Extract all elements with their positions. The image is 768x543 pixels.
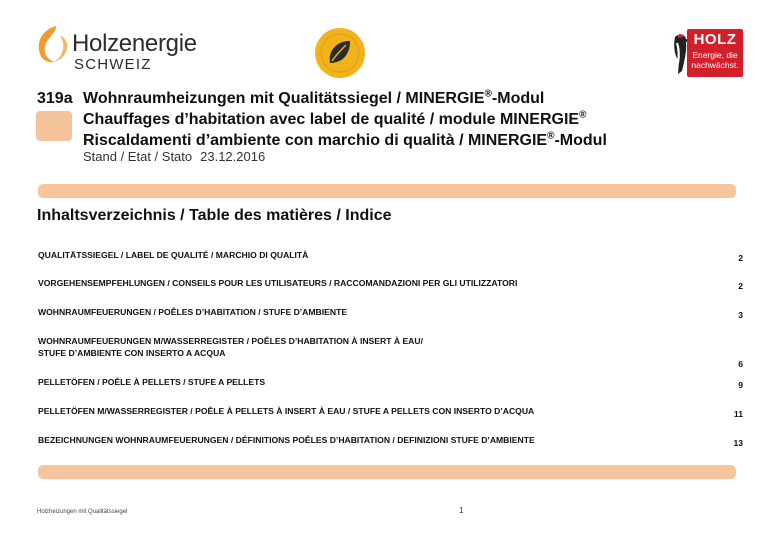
toc-entry-label: WOHNRAUMFEUERUNGEN / POÊLES D’HABITATION / STUFE D’AMBIENTE xyxy=(38,307,348,317)
toc-entry[interactable] xyxy=(38,336,743,370)
holz-badge-line1: Energie, die xyxy=(692,50,738,60)
quality-seal-logo xyxy=(314,27,366,79)
logo-name: Holzenergie xyxy=(72,30,197,57)
toc-entry-page: 6 xyxy=(738,359,743,369)
toc-entry-label-line2: STUFE D’AMBIENTE CON INSERTO A ACQUA xyxy=(38,348,226,358)
divider-bar-top xyxy=(38,184,736,198)
document-title xyxy=(83,88,607,151)
stand-label: Stand / Etat / Stato xyxy=(83,149,193,164)
footer-document-name: Holzheizungen mit Qualitätssiegel xyxy=(37,509,128,515)
holz-badge-title: HOLZ xyxy=(693,31,737,48)
orange-marker xyxy=(36,111,72,141)
holz-energie-logo xyxy=(669,29,743,77)
toc-entry-label: WOHNRAUMFEUERUNGEN M/WASSERREGISTER / POÊLES D’HABITATION À INSERT À EAU/ xyxy=(38,336,423,346)
flame-icon xyxy=(34,24,70,64)
title-line-de: Wohnraumheizungen mit Qualitätssiegel / MINERGIE®-Modul xyxy=(83,88,545,107)
toc-entry-label: PELLETÖFEN M/WASSERREGISTER / POÊLE À PELLETS À INSERT À EAU / STUFE A PELLETS CON INSERTO D’ACQUA xyxy=(38,406,535,416)
title-line-it: Riscaldamenti d’ambiente con marchio di qualità / MINERGIE®-Modul xyxy=(83,130,607,149)
toc-entry-label: PELLETÖFEN / POÊLE À PELLETS / STUFE A PELLETS xyxy=(38,377,266,387)
leaf-seal-icon xyxy=(314,27,366,79)
divider-bar-bottom xyxy=(38,465,736,479)
holz-badge-line2: nachwächst. xyxy=(691,60,739,70)
holz-badge-slogan xyxy=(687,50,743,70)
document-number: 319a xyxy=(37,90,73,107)
logo-subtitle: SCHWEIZ xyxy=(74,56,152,73)
toc-entry-label: VORGEHENSEMPFEHLUNGEN / CONSEILS POUR LES UTILISATEURS / RACCOMANDAZIONI PER GLI UTILIZZATORI xyxy=(38,278,518,288)
holzenergie-logo xyxy=(34,24,204,74)
toc-heading: Inhaltsverzeichnis / Table des matières / Indice xyxy=(37,207,392,224)
toc-entry-label: QUALITÄTSSIEGEL / LABEL DE QUALITÉ / MARCHIO DI QUALITÀ xyxy=(38,250,309,260)
footer-page-number: 1 xyxy=(459,506,464,515)
title-line-fr: Chauffages d’habitation avec label de qualité / module MINERGIE® xyxy=(83,109,587,128)
holz-badge xyxy=(687,29,743,77)
stand-date-line xyxy=(83,149,265,164)
toc-entry-label: BEZEICHNUNGEN WOHNRAUMFEUERUNGEN / DÉFINITIONS POÊLES D’HABITATION / DEFINIZIONI STUFE D’AMBIENTE xyxy=(38,435,535,445)
stand-date: 23.12.2016 xyxy=(200,149,266,164)
